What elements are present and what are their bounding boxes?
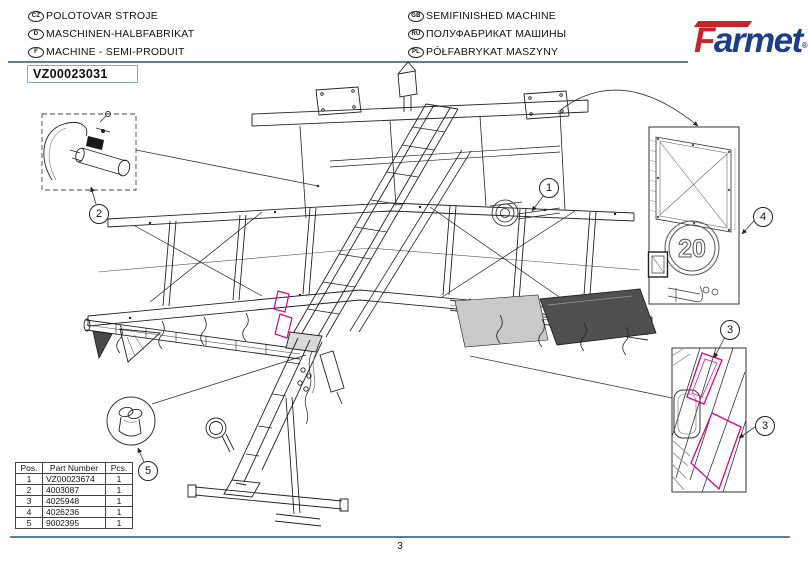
- farmet-logo: [694, 18, 808, 64]
- lang-label-cz: POLOTOVAR STROJE: [46, 10, 158, 22]
- callout-4: 4: [753, 207, 773, 227]
- callout-3-top: 3: [720, 320, 740, 340]
- pos-cell: 4: [16, 507, 43, 518]
- lang-code-cz: CZ: [28, 11, 44, 22]
- callout-1: 1: [539, 178, 559, 198]
- part-number-cell: 9002395: [43, 518, 106, 529]
- logo-registered-mark: ®: [801, 41, 808, 50]
- lang-code-gb: GB: [408, 11, 424, 22]
- pos-cell: 1: [16, 474, 43, 485]
- part-number-cell: 4003087: [43, 485, 106, 496]
- detail-circle-5: [107, 397, 155, 445]
- pcs-cell: 1: [106, 507, 133, 518]
- lang-label-ru: ПОЛУФАБРИКАТ МАШИНЫ: [426, 28, 567, 40]
- lang-code-d: D: [28, 29, 44, 40]
- lang-code-f: F: [28, 47, 44, 58]
- drawing-number-box: VZ00023031: [27, 65, 138, 83]
- part-number-cell: 4026236: [43, 507, 106, 518]
- pcs-cell: 1: [106, 485, 133, 496]
- table-row: [16, 496, 133, 507]
- detail-box-2: [42, 112, 136, 191]
- lang-code-ru: RU: [408, 29, 424, 40]
- speed-plate-number: 20: [678, 235, 706, 263]
- lang-label-gb: SEMIFINISHED MACHINE: [426, 10, 557, 22]
- detail-box-3: [664, 348, 746, 492]
- table-row: [16, 474, 133, 485]
- page-number: 3: [397, 541, 403, 552]
- parts-table: [15, 462, 133, 529]
- drawbar: [188, 332, 348, 526]
- pos-cell: 2: [16, 485, 43, 496]
- logo-text: [694, 18, 808, 69]
- lang-label-d: MASCHINEN-HALBFABRIKAT: [46, 28, 195, 40]
- lang-label-f: MACHINE - SEMI-PRODUIT: [46, 46, 185, 58]
- machine-decals: [274, 291, 292, 338]
- lang-label-pl: PÓŁFABRYKAT MASZYNY: [426, 46, 559, 58]
- callout-2: 2: [89, 204, 109, 224]
- part-number-cell: 4025948: [43, 496, 106, 507]
- col-pcs: Pcs.: [106, 463, 133, 474]
- table-row: [16, 507, 133, 518]
- col-pos: Pos.: [16, 463, 43, 474]
- pos-cell: 3: [16, 496, 43, 507]
- pcs-cell: 1: [106, 496, 133, 507]
- logo-letter-f: F: [694, 21, 714, 60]
- callout-3-right: 3: [755, 416, 775, 436]
- pcs-cell: 1: [106, 518, 133, 529]
- table-row: [16, 518, 133, 529]
- pcs-cell: 1: [106, 474, 133, 485]
- col-part-number: Part Number: [43, 463, 106, 474]
- table-row: [16, 485, 133, 496]
- lang-code-pl: PL: [408, 47, 424, 58]
- logo-letters-rest: armet: [713, 21, 802, 60]
- detail-box-4: [649, 127, 740, 304]
- pos-cell: 5: [16, 518, 43, 529]
- part-number-cell: VZ00023674: [43, 474, 106, 485]
- rear-toolbar: [252, 62, 588, 218]
- parts-table-header-row: [16, 463, 133, 474]
- callout-5: 5: [138, 461, 158, 481]
